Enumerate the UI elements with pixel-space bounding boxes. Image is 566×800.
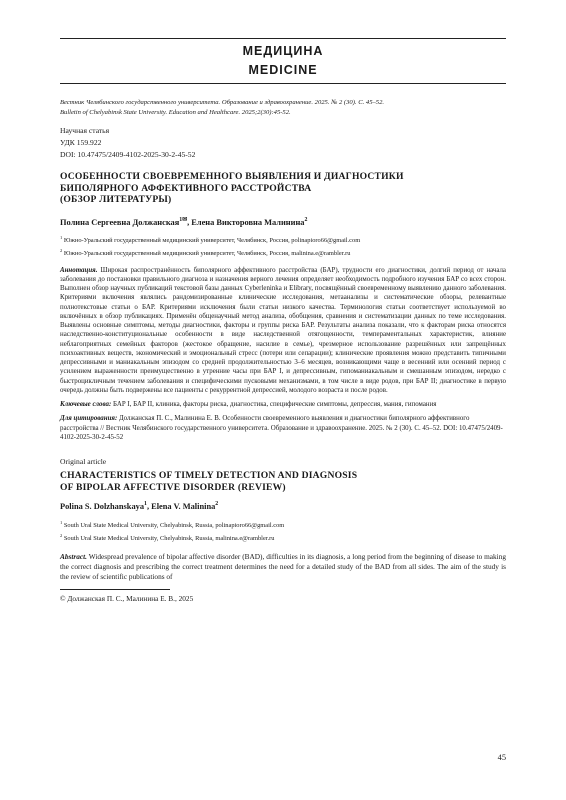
author-separator: , [187,217,192,227]
doi: DOI: 10.47475/2409-4102-2025-30-2-45-52 [60,150,196,159]
article-type-en: Original article [60,457,107,467]
footnote-rule [60,589,170,590]
author-affil-marker: 1 [144,501,147,508]
citation-label: Для цитирования: [60,415,118,423]
citation-ru [60,414,506,442]
citation-text: Должанская П. С., Малинина Е. В. Особенности своевременного выявления и диагностики биполярного аффективного расстройства // Вестник Челябинского государственного университета. Образование и здравоохранение. 2025. № 2 (30). С. 45–52. DOI: 10.47475/2409-4102-2025-30-2-45-52 [60,415,503,441]
author-name: Polina S. Dolzhanskaya [60,501,145,511]
affiliation-text: South Ural State Medical University, Chelyabinsk, Russia, malinina.e@rambler.ru [63,535,275,543]
header-bottom-rule [60,83,506,84]
journal-reference-en: Bulletin of Chelyabinsk State University. Education and Healthcare. 2025;2(30):45-52. [60,108,291,116]
udk-code: УДК 159.922 [60,138,102,147]
page-number: 45 [497,753,506,762]
section-title-en: MEDICINE [248,63,318,77]
article-meta [60,125,506,161]
author-name: Elena V. Malinina [151,501,216,511]
affiliations-ru [60,233,506,259]
affiliation-item [60,246,506,259]
keywords-label: Ключевые слова: [60,401,112,409]
journal-reference [60,98,506,117]
affiliation-item [60,518,506,531]
title-en-line: CHARACTERISTICS OF TIMELY DETECTION AND DIAGNOSIS [60,470,358,482]
affiliation-item [60,233,506,246]
affiliation-number: 1 [60,235,63,241]
affiliations-en [60,518,506,544]
keywords-text: БАР I, БАР II, клиника, факторы риска, диагностика, специфические симптомы, депрессия, мания, гипомания [111,401,437,409]
author-separator: , [146,501,152,511]
abstract-label: Аннотация. [60,266,98,274]
article-title-en [60,470,506,493]
affiliation-number: 1 [60,519,63,525]
section-heading [60,42,506,80]
title-ru-line: ОСОБЕННОСТИ СВОЕВРЕМЕННОГО ВЫЯВЛЕНИЯ И ДИАГНОСТИКИ [60,171,404,182]
affiliation-text: Южно-Уральский государственный медицинский университет, Челябинск, Россия, polinapioro66@gmail.com [63,237,361,245]
author-affil-marker: 2 [215,501,219,508]
title-ru-line: (ОБЗОР ЛИТЕРАТУРЫ) [60,194,172,205]
abstract-label: Abstract. [60,552,87,562]
abstract-text: Widespread prevalence of bipolar affective disorder (BAD), difficulties in its diagnosis, a long period from the beginning of disease to making the correct diagnosis and prescribing the correct treatment determines the need for a detailed study of the BAD from all sides. The aim of the study is the review of scientific publications of [60,552,506,581]
abstract-text: Широкая распространённость биполярного аффективного расстройства (БАР), трудности его диагностики, долгий период от начала заболевания до постановки правильного диагноза и назначения верного лечения определяет необходимость подробного изучения БАР со всех сторон. Выполнен обзор научных публикаций текстовой базы данных Cyberleninka и Elibrary, посвящённый своевременному выявлению данного заболевания. Критериями включения являлись рандомизированные клинические исследования, метаанализы и систематические обзоры, релевантные полнотекстовые статьи о БАР. Критериями исключения были статьи низкого качества. Терминология статьи соответствует используемой во включённых в обзор публикациях. Применён общенаучный метод анализа, обобщения, сравнения и систематизации данных по теме исследования. Выявлены основные симптомы, методы диагностики, факторы и группы риска БАР. Результаты анализа показали, что к факторам риска относятся наследственно-конституциональные особенности в виде наследственной отягощенности, темпераментальных характеристик, влияние неблагоприятных семейных факторов (жестокое обращение, насилие в семье), чрезмерное использование разрешённых или запрещённых психоактивных веществ, экономический и эмоциональный стресс (потери или сепарации); клинические проявления можно представить типичными депрессивными и маниакальным эпизодом со средней продолжительностью 3–6 месяцев, возникающими чаще в весенний или осенний период с усилением выраженности преимущественно в утренние часы при БАР I, и депрессивным, гипоманиакальным и смешанным эпизодом, нередко с быстроцикличным течением заболевания и специфическими пусковыми механизмами, в том числе в виде родов, при БАР II; диагностике в первую очередь должны быть подвержены все пациенты с рекуррентной депрессией, молодого возраста и после родов. [60,266,506,394]
article-type: Научная статья [60,126,110,135]
affiliation-text: Южно-Уральский государственный медицинский университет, Челябинск, Россия, malinina.e@rambler.ru [63,250,351,258]
copyright-notice: © Должанская П. С., Малинина Е. В., 2025 [60,594,194,604]
authors-en [60,498,506,513]
author-affil-marker: 2 [304,216,308,223]
affiliation-item [60,531,506,544]
author-name: Елена Викторовна Малинина [191,217,305,227]
author-affil-marker: 1✉ [179,216,188,223]
affiliation-number: 2 [60,532,63,538]
journal-reference-ru: Вестник Челябинского государственного университета. Образование и здравоохранение. 2025. № 2 (30). С. 45–52. [60,99,385,106]
affiliation-number: 2 [60,248,63,254]
keywords-ru [60,400,506,409]
abstract-ru [60,266,506,396]
header-top-rule [60,38,506,39]
authors-ru [60,214,506,229]
abstract-en [60,552,506,581]
title-en-line: OF BIPOLAR AFFECTIVE DISORDER (REVIEW) [60,481,286,493]
author-name: Полина Сергеевна Должанская [60,217,180,227]
section-title-ru: МЕДИЦИНА [242,44,324,58]
title-ru-line: БИПОЛЯРНОГО АФФЕКТИВНОГО РАССТРОЙСТВА [60,182,312,194]
article-title-ru [60,171,506,206]
affiliation-text: South Ural State Medical University, Chelyabinsk, Russia, polinapioro66@gmail.com [63,521,285,529]
